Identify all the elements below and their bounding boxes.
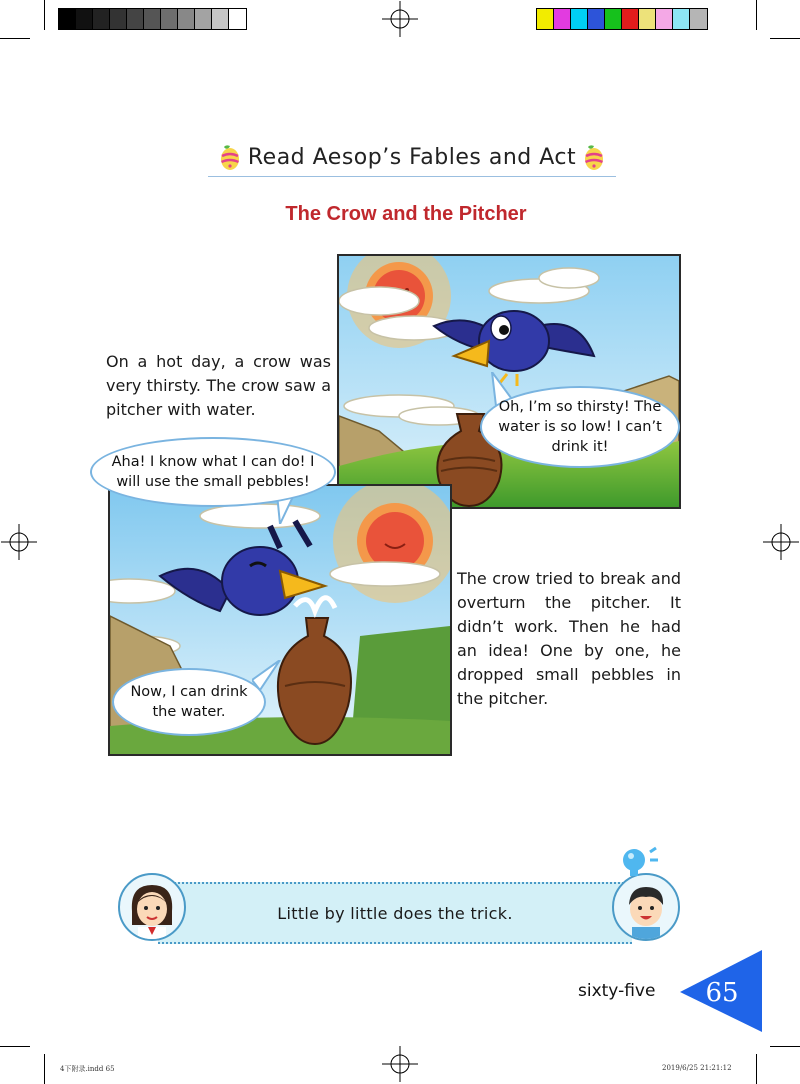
print-slug-date: 2019/6/25 21:21:12: [662, 1064, 732, 1072]
boy-avatar: [612, 873, 680, 941]
section-heading: [208, 138, 616, 177]
speech-bubble-idea: Aha! I know what I can do! I will use the small pebbles!: [90, 437, 336, 507]
color-swatch: [537, 9, 554, 29]
color-swatch: [229, 9, 246, 29]
color-swatch: [639, 9, 656, 29]
story-paragraph-2: The crow tried to break and overturn the pitcher. It didn’t work. Then he had an idea! One by one, he dropped small pebbles in the pitcher.: [457, 569, 681, 708]
story-paragraph-1: On a hot day, a crow was very thirsty. The crow saw a pitcher with water.: [106, 352, 331, 419]
easter-egg-icon: [218, 143, 242, 171]
color-swatch: [605, 9, 622, 29]
color-swatch: [93, 9, 110, 29]
color-swatch: [588, 9, 605, 29]
color-swatch: [195, 9, 212, 29]
color-swatch: [144, 9, 161, 29]
color-swatch: [212, 9, 229, 29]
color-swatch: [690, 9, 707, 29]
boy-face-icon: [614, 875, 678, 939]
color-swatch: [571, 9, 588, 29]
gray-swatch-bar: [58, 8, 247, 30]
color-swatch-bar: [536, 8, 708, 30]
color-swatch: [161, 9, 178, 29]
color-swatch: [59, 9, 76, 29]
color-swatch: [554, 9, 571, 29]
speech-bubble-drink: Now, I can drink the water.: [112, 668, 266, 736]
section-title: Read Aesop’s Fables and Act: [247, 144, 577, 170]
speech-bubble-thirsty: Oh, I’m so thirsty! The water is so low! I can’t drink it!: [480, 386, 680, 468]
print-slug-file: 4下附录.indd 65: [60, 1065, 115, 1073]
color-swatch: [622, 9, 639, 29]
story-title: The Crow and the Pitcher: [285, 203, 527, 225]
registration-mark-icon: [382, 1046, 418, 1082]
registration-mark-icon: [1, 524, 37, 560]
girl-face-icon: [120, 875, 184, 939]
color-swatch: [178, 9, 195, 29]
color-swatch: [110, 9, 127, 29]
page-number: 65: [705, 978, 739, 1008]
lightbulb-icon: [620, 846, 660, 880]
motto-text: Little by little does the trick.: [277, 903, 513, 923]
color-swatch: [656, 9, 673, 29]
registration-mark-icon: [382, 1, 418, 37]
color-swatch: [127, 9, 144, 29]
color-swatch: [673, 9, 690, 29]
page-number-words: sixty-five: [578, 981, 656, 1001]
motto-strip: [158, 882, 632, 944]
registration-mark-icon: [763, 524, 799, 560]
easter-egg-icon: [582, 143, 606, 171]
girl-avatar: [118, 873, 186, 941]
color-swatch: [76, 9, 93, 29]
